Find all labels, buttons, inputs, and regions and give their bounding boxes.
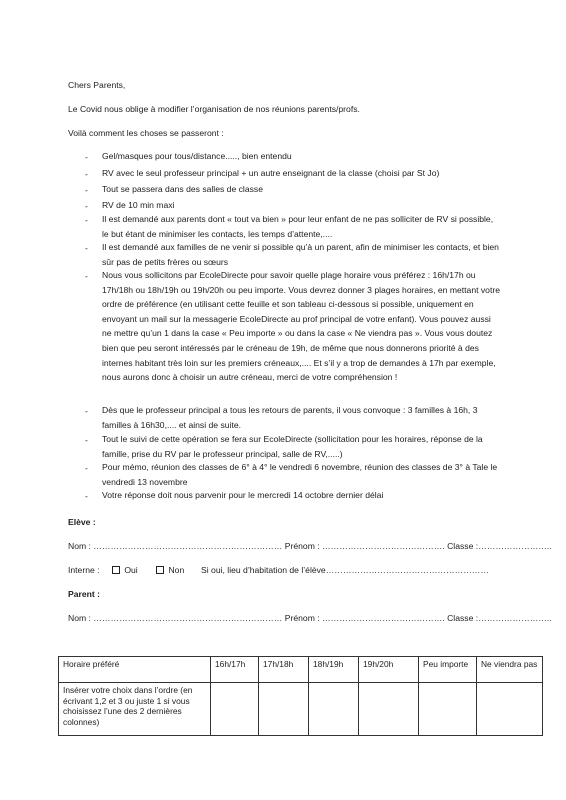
eleve-name-line[interactable]: Nom : ………………………………………………………… Prénom : ……………………………………. Classe :…………………….. xyxy=(68,541,552,551)
parent-heading: Parent : xyxy=(68,589,100,599)
list-item: Dès que le professeur principal a tous les retours de parents, il vous convoque : 3 familles à 16h, 3 familles à 16h30,.... et ainsi de suite. xyxy=(102,405,478,430)
list-item: Tout se passera dans des salles de classe xyxy=(102,184,263,194)
header-cell: Ne viendra pas xyxy=(477,657,543,683)
choice-cell-16h[interactable] xyxy=(211,683,259,736)
preference-table xyxy=(58,656,543,736)
header-cell: 17h/18h xyxy=(259,657,309,683)
header-cell: Horaire préféré xyxy=(59,657,211,683)
lead-paragraph: Voilà comment les choses se passeront : xyxy=(68,128,224,138)
choice-cell-19h[interactable] xyxy=(359,683,419,736)
bullet-marker: - xyxy=(85,463,88,473)
oui-checkbox[interactable] xyxy=(112,566,120,574)
list-item: Il est demandé aux parents dont « tout va bien » pour leur enfant de ne pas solliciter de RV si possible, le but étant de minimiser les contacts, les temps d’attente,.... xyxy=(102,214,494,239)
bullet-marker: - xyxy=(85,152,88,162)
interne-row xyxy=(68,565,489,576)
bullet-marker: - xyxy=(85,215,88,225)
non-label: Non xyxy=(168,565,185,575)
bullet-marker: - xyxy=(85,491,88,501)
header-cell: 18h/19h xyxy=(309,657,359,683)
bullet-marker: - xyxy=(85,271,88,281)
header-cell: 19h/20h xyxy=(359,657,419,683)
row-label: Insérer votre choix dans l’ordre (en écrivant 1,2 et 3 ou juste 1 si vous choisissez l’une des 2 dernières colonnes) xyxy=(59,683,211,736)
interne-label: Interne : xyxy=(68,565,100,575)
list-item: Tout le suivi de cette opération se fera sur EcoleDirecte (sollicitation pour les horaires, réponse de la famille, prise du RV par le professeur principal, salle de RV,.....) xyxy=(102,434,483,459)
choice-cell-17h[interactable] xyxy=(259,683,309,736)
table-header-row xyxy=(59,657,543,683)
list-item: Il est demandé aux familles de ne venir si possible qu’à un parent, afin de minimiser les contacts, et bien sûr pas de petits frères ou sœurs xyxy=(102,242,499,267)
oui-label: Oui xyxy=(124,565,138,575)
list-item: Nous vous sollicitons par EcoleDirecte pour savoir quelle plage horaire vous préférez : 16h/17h ou 17h/18h ou 18h/19h ou 19h/20h ou peu importe. Vous devrez donner 3 plages horaires, en mettant votre ordre de préférence (en utilisant cette feuille et son tableau ci-dessous si possible, uniquement en envoyant un mail sur la messagerie EcoleDirecte au prof principal de votre enfant). Vous pouvez aussi ne mettre qu’un 1 dans la case « Peu importe » ou dans la case « Ne viendra pas ». Vous vous doutez bien que peu seront intéressés par le créneau de 19h, de même que nous donnerons priorité à des internes habitant très loin sur les premiers créneaux,.... Et s’il y a trop de demandes à 17h par exemple, nous aurons donc à choisir un autre créneau, merci de votre compréhension ! xyxy=(102,270,500,383)
bullet-marker: - xyxy=(85,243,88,253)
header-cell: 16h/17h xyxy=(211,657,259,683)
list-item: RV de 10 min maxi xyxy=(102,200,175,210)
choice-cell-ne-viendra-pas[interactable] xyxy=(477,683,543,736)
bullet-marker: - xyxy=(85,406,88,416)
non-checkbox[interactable] xyxy=(156,566,164,574)
greeting: Chers Parents, xyxy=(68,80,126,90)
list-item: Pour mémo, réunion des classes de 6° à 4° le vendredi 6 novembre, réunion des classes de 3° à Tale le vendredi 13 novembre xyxy=(102,462,498,487)
lieu-habitation-field[interactable]: Si oui, lieu d’habitation de l’élève………………………………………………… xyxy=(201,565,489,575)
header-cell: Peu importe xyxy=(419,657,477,683)
intro-paragraph: Le Covid nous oblige à modifier l’organisation de nos réunions parents/profs. xyxy=(68,104,360,114)
parent-name-line[interactable]: Nom : ………………………………………………………… Prénom : ……………………………………. Classe :…………………….. xyxy=(68,613,552,623)
list-item: Votre réponse doit nous parvenir pour le mercredi 14 octobre dernier délai xyxy=(102,490,384,500)
choice-cell-18h[interactable] xyxy=(309,683,359,736)
bullet-marker: - xyxy=(85,201,88,211)
bullet-marker: - xyxy=(85,185,88,195)
list-item: RV avec le seul professeur principal + un autre enseignant de la classe (choisi par St Jo) xyxy=(102,168,440,178)
list-item: Gel/masques pour tous/distance....., bien entendu xyxy=(102,151,292,161)
bullet-marker: - xyxy=(85,435,88,445)
bullet-marker: - xyxy=(85,169,88,179)
table-row xyxy=(59,683,543,736)
choice-cell-peu-importe[interactable] xyxy=(419,683,477,736)
eleve-heading: Elève : xyxy=(68,517,96,527)
